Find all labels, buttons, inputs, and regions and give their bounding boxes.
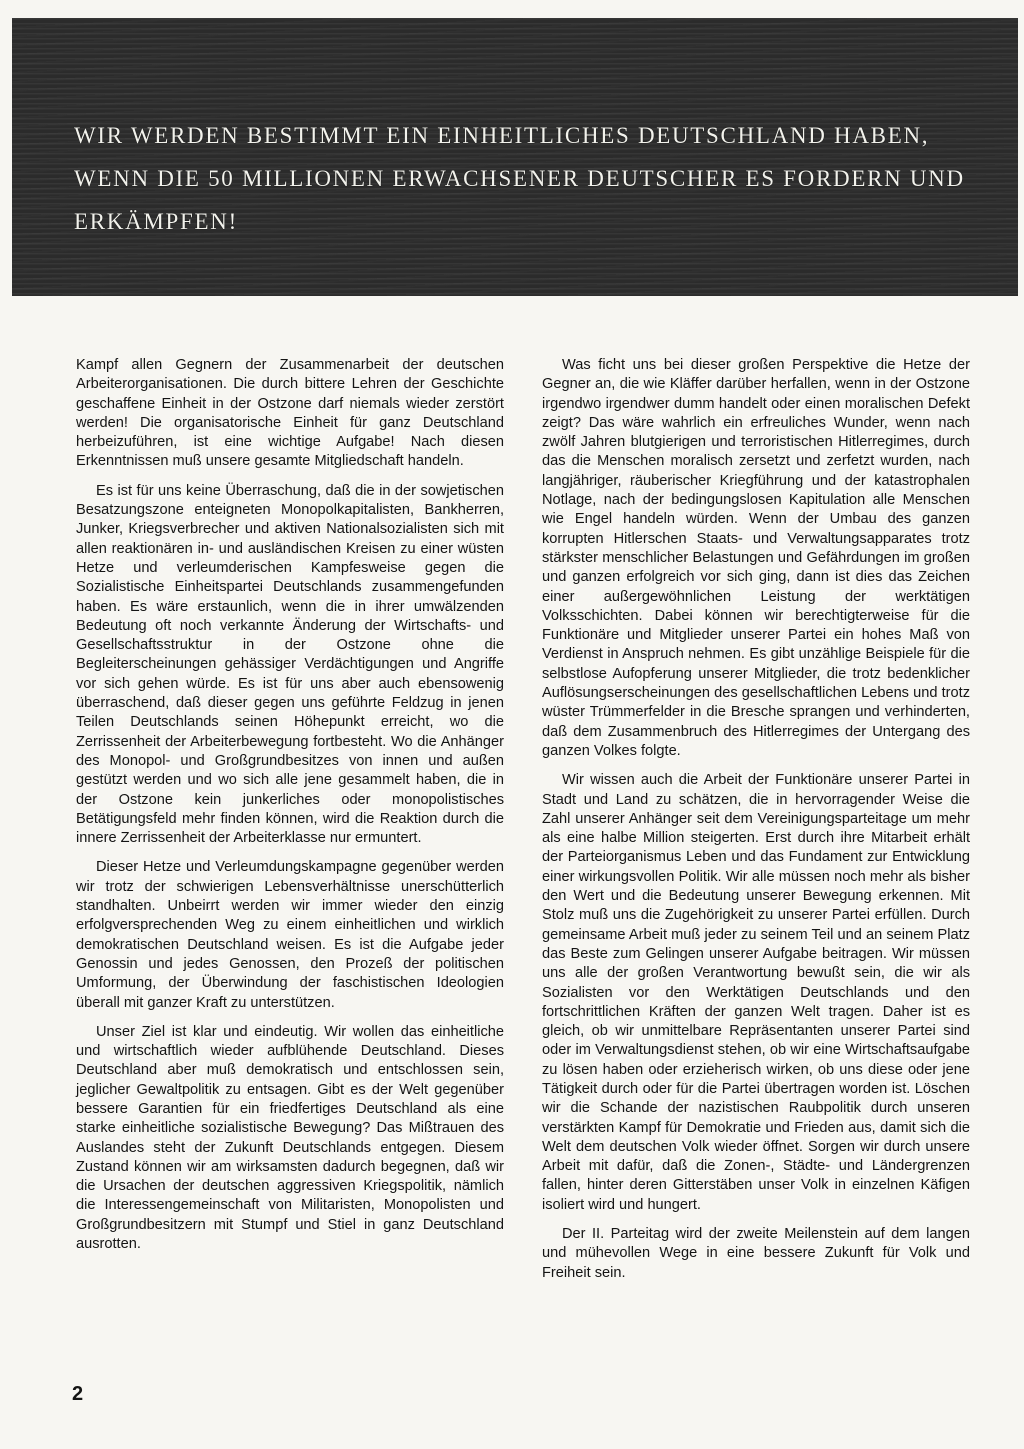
headline-banner	[12, 18, 1018, 296]
headline: WIR WERDEN BESTIMMT EIN EINHEITLICHES DEUTSCHLAND HABEN, WENN DIE 50 MILLIONEN ERWACHSENER DEUTSCHER ES FORDERN UND ERKÄMPFEN!	[74, 123, 965, 234]
paragraph: Wir wissen auch die Arbeit der Funktionäre unserer Partei in Stadt und Land zu schätzen, die in hervorragender Weise die Zahl unserer Anhänger seit dem Vereinigungsparteitage um mehr als eine halbe Million steigerten. Erst durch ihre Mitarbeit erhält der Parteiorganismus Leben und das Fundament zur Entwicklung einer wirkungsvollen Politik. Wir alle müssen noch mehr als bisher den Wert und die Bedeutung unserer Bewegung erkennen. Mit Stolz muß uns die Zugehörigkeit zu unserer Partei erfüllen. Durch gemeinsame Arbeit muß jeder zu seinem Teil und an seinem Platz das Beste zum Gelingen unserer Aufgabe beitragen. Wir müssen uns alle der großen Verantwortung bewußt sein, die wir als Sozialisten vor den Werktätigen Deutschlands und den fortschrittlichen Kräften der ganzen Welt tragen. Daher ist es gleich, ob wir unmittelbare Repräsentanten unserer Partei sind oder im Verwaltungsdienst stehen, ob wir eine Wirtschaftsaufgabe zu lösen haben oder erzieherisch wirken, ob uns diese oder jene Tätigkeit durch oder für die Partei übertragen worden ist. Löschen wir die Schande der nazistischen Raubpolitik durch unseren verstärkten Kampf für Demokratie und Frieden aus, damit sich die Welt dem deutschen Volk wieder öffnet. Sorgen wir durch unsere Arbeit mit dafür, daß die Zonen-, Städte- und Ländergrenzen fallen, hinter deren Gitterstäben unser Volk in einzelnen Käfigen isoliert wird und hungert.	[542, 772, 970, 1213]
paragraph: Es ist für uns keine Überraschung, daß die in der sowjetischen Besatzungszone enteigneten Monopolkapitalisten, Bankherren, Junker, Kriegsverbrecher und aktiven Nationalsozialisten sich mit allen reaktionären in- und ausländischen Kreisen zu einer wüsten Hetze und verleumderischen Kampfesweise gegen die Sozialistische Einheitspartei Deutschlands zusammengefunden haben. Es wäre erstaunlich, wenn die in ihrer umwälzenden Bedeutung oft noch verkannte Änderung der Wirtschafts- und Gesellschaftsstruktur in der Ostzone ohne die Begleiterscheinungen gehässiger Verdächtigungen und Angriffe vor sich gehen würde. Es ist für uns aber auch ebensowenig überraschend, daß dieser gegen uns geführte Feldzug in jenen Teilen Deutschlands seinen Höhepunkt erreicht, wo die Zerrissenheit der Arbeiterbewegung fortbesteht. Wo die Anhänger des Monopol- und Großgrundbesitzes von innen und außen gestützt werden und wo sich alle jene gesammelt haben, die in der Ostzone kein junkerliches oder monopolistisches Betätigungsfeld mehr finden können, wird die Reaktion durch die innere Zerrissenheit der Arbeiterklasse nur ermuntert.	[76, 482, 504, 847]
paragraph: Was ficht uns bei dieser großen Perspektive die Hetze der Gegner an, die wie Kläffer darüber herfallen, wenn in der Ostzone irgendwo irgendwer dumm handelt oder einen moralischen Defekt zeigt? Das wäre wahrlich ein erfreuliches Wunder, wenn nach zwölf Jahren blutgierigen und terroristischen Hitlerregimes, durch das die Menschen moralisch zersetzt und zerfetzt wurden, nach langjähriger, räuberischer Kriegführung und der katastrophalen Notlage, nach der bedingungslosen Kapitulation alle Menschen wie Engel handeln würden. Wenn der Umbau des ganzen korrupten Hitlerschen Staats- und Verwaltungsapparates trotz stärkster menschlicher Belastungen und Gefährdungen im großen und ganzen erfolgreich vor sich ging, dann ist dies das Zeichen einer außergewöhnlichen Leistung der werktätigen Volksschichten. Dabei können wir berechtigterweise für die Funktionäre und Mitglieder unserer Partei ein hohes Maß von Verdienst in Anspruch nehmen. Es gibt unzählige Beispiele für die selbstlose Aufopferung unserer Mitglieder, die trotz bedenklicher Auflösungserscheinungen des gesellschaftlichen Lebens und trotz wüster Trümmerfelder in die Bresche sprangen und verhinderten, daß dem Zusammenbruch des Hitlerregimes der Untergang des ganzen Volkes folgte.	[542, 357, 970, 759]
paragraph: Kampf allen Gegnern der Zusammenarbeit der deutschen Arbeiterorganisationen. Die durch bittere Lehren der Geschichte geschaffene Einheit in der Ostzone darf niemals wieder zerstört werden! Die organisatorische Einheit für ganz Deutschland herbeizuführen, ist eine wichtige Aufgabe! Nach diesen Erkenntnissen muß unsere gesamte Mitgliedschaft handeln.	[76, 357, 504, 470]
page-number: 2	[72, 1383, 84, 1405]
paragraph: Der II. Parteitag wird der zweite Meilenstein auf dem langen und mühevollen Wege in eine bessere Zukunft für Volk und Freiheit sein.	[542, 1226, 970, 1281]
paragraph: Dieser Hetze und Verleumdungskampagne gegenüber werden wir trotz der schwierigen Lebensverhältnisse unerschütterlich standhalten. Unbeirrt werden wir immer wieder den einzig erfolgversprechenden Weg zu einem einheitlichen und wirklich demokratischen Deutschland weisen. Es ist die Aufgabe jeder Genossin und jedes Genossen, den Prozeß der politischen Umformung, der Überwindung der faschistischen Ideologien überall mit ganzer Kraft zu unterstützen.	[76, 859, 504, 1011]
paragraph: Unser Ziel ist klar und eindeutig. Wir wollen das einheitliche und wirtschaftlich wieder aufblühende Deutschland. Dieses Deutschland aber muß demokratisch und entschlossen sein, jeglicher Gewaltpolitik zu entsagen. Gibt es der Welt gegenüber bessere Garantien für ein friedfertiges Deutschland als eine starke einheitliche sozialistische Bewegung? Das Mißtrauen des Auslandes steht der Zukunft Deutschlands entgegen. Diesem Zustand können wir am wirksamsten dadurch begegnen, daß wir die Ursachen der deutschen aggressiven Kriegspolitik, nämlich die Interessengemeinschaft von Militaristen, Monopolisten und Großgrundbesitzern mit Stumpf und Stiel in ganz Deutschland ausrotten.	[76, 1023, 504, 1253]
article-body	[76, 356, 970, 1293]
right-column	[542, 356, 970, 1293]
left-column	[76, 356, 504, 1293]
